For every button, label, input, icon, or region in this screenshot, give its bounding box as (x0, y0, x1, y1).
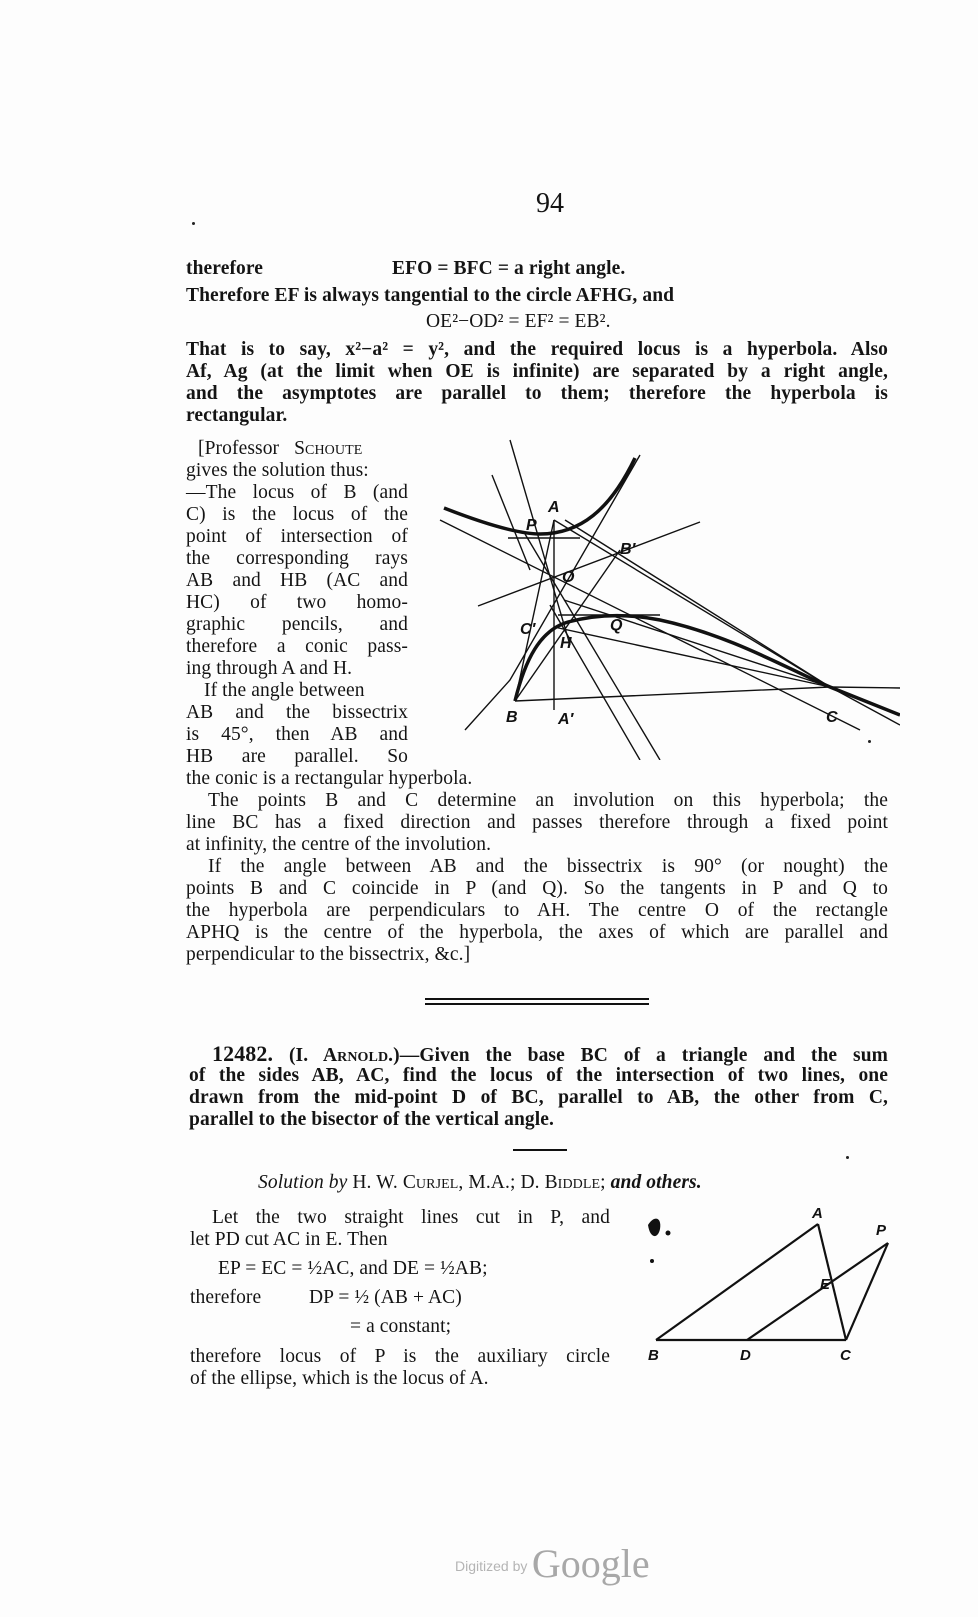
line (440, 520, 860, 730)
label-C: C (826, 709, 838, 726)
blot-mark (648, 1219, 660, 1236)
text-line: points B and C coincide in P (and Q). So the tangents in P and Q to (186, 878, 888, 899)
text-line: graphic pencils, and (186, 614, 408, 635)
question-number: 12482. (212, 1041, 274, 1066)
equation: EP = EC = ½AC, and DE = ½AB; (218, 1258, 488, 1279)
text-line: HB are parallel. So (186, 746, 408, 767)
label-B: B (648, 1347, 659, 1364)
label-A-prime: A′ (558, 711, 574, 728)
label-Q: Q (610, 617, 623, 634)
text-line: parallel to the bisector of the vertical angle. (189, 1109, 555, 1130)
page-number: 94 (536, 188, 564, 219)
label-E: E (820, 1276, 831, 1293)
text-line: The points B and C determine an involution on this hyperbola; the (208, 790, 888, 811)
text-line: 12482. (I. Arnold.)—Given the base BC of a triangle and the sum (212, 1041, 888, 1066)
text-line: C) is the locus of the (186, 504, 408, 525)
hyperbola-upper-branch (444, 458, 635, 534)
google-logo: Google (531, 1541, 650, 1586)
text-line: the corresponding rays (186, 548, 408, 569)
equation: EFO = BFC = a right angle. (392, 258, 626, 279)
text-line: the conic is a rectangular hyperbola. (186, 768, 473, 789)
digitized-watermark (455, 1540, 650, 1587)
equation: DP = ½ (AB + AC) (309, 1287, 462, 1308)
line (550, 605, 640, 760)
text-line: of the sides AB, AC, find the locus of the intersection of two lines, one (189, 1065, 888, 1086)
text-line: point of intersection of (186, 526, 408, 547)
text-line: perpendicular to the bissectrix, &c.] (186, 944, 471, 965)
text-line: is 45°, then AB and (186, 724, 408, 745)
label-P: P (876, 1222, 887, 1239)
text-line: ing through A and H. (186, 658, 353, 679)
label-C: C (840, 1347, 851, 1364)
label-C-prime: C′ (520, 621, 536, 638)
text-line: at infinity, the centre of the involution. (186, 834, 492, 855)
text-line: rectangular. (186, 405, 288, 426)
triangle-figure (640, 1205, 890, 1365)
blot-mark (650, 1259, 654, 1263)
text-line: AB and HB (AC and (186, 570, 408, 591)
label-H: H (560, 635, 572, 652)
solution-heading: Solution by H. W. Curjel, M.A.; D. Biddle; and others. (258, 1172, 702, 1193)
text-line: the hyperbola are perpendiculars to AH. The centre O of the rectangle (186, 900, 888, 921)
solvers: H. W. Curjel, M.A.; D. Biddle; (352, 1172, 606, 1193)
side-AC (554, 520, 830, 687)
blot-mark (666, 1231, 671, 1236)
hyperbola-figure (430, 430, 900, 760)
text-line: AB and the bissectrix (186, 702, 408, 723)
short-divider (513, 1149, 567, 1151)
line (565, 520, 830, 687)
question-author: (I. Arnold.) (288, 1045, 400, 1066)
text-line: and the asymptotes are parallel to them; therefore the hyperbola is (186, 383, 888, 404)
text-line: therefore a conic pass- (186, 636, 408, 657)
text-line: If the angle between (204, 680, 365, 701)
text-line: let PD cut AC in E. Then (190, 1229, 388, 1250)
label-P: P (526, 517, 537, 534)
section-divider (425, 998, 649, 1000)
text-line: APHQ is the centre of the hyperbola, the axes of which are parallel and (186, 922, 888, 943)
line (554, 627, 830, 687)
label-B: B (506, 709, 518, 726)
text-line: If the angle between AB and the bissectrix is 90° (or nought) the (208, 856, 888, 877)
label-A: A (812, 1205, 823, 1222)
text-line: line BC has a fixed direction and passes therefore through a fixed point (186, 812, 888, 833)
text-line: gives the solution thus: (186, 460, 369, 481)
text-line: Af, Ag (at the limit when OE is infinite) are separated by a right angle, (186, 361, 888, 382)
print-speck (192, 222, 195, 225)
label-D: D (740, 1347, 751, 1364)
text-line: drawn from the mid-point D of BC, parallel to AB, the other from C, (189, 1087, 888, 1108)
text-line: therefore locus of P is the auxiliary circle (190, 1346, 610, 1367)
print-speck (846, 1156, 849, 1159)
text-line: therefore (186, 258, 264, 279)
label-B-prime: B′ (620, 541, 636, 558)
text-line: [Professor Schoute (198, 438, 363, 459)
print-speck (868, 740, 871, 743)
author-name: Schoute (294, 438, 363, 459)
digitized-by-text: Digitized by (455, 1558, 528, 1574)
side-AB (656, 1224, 818, 1340)
section-divider (425, 1003, 649, 1005)
text-line: HC) of two homo- (186, 592, 408, 613)
text-line: —The locus of B (and (186, 482, 408, 503)
text-line: of the ellipse, which is the locus of A. (190, 1368, 489, 1389)
equation: = a constant; (350, 1316, 452, 1337)
equation: OE²−OD² = EF² = EB². (426, 311, 611, 332)
label-O: O (562, 569, 575, 586)
text-line: That is to say, x²−a² = y², and the required locus is a hyperbola. Also (186, 339, 888, 360)
text-line: Therefore EF is always tangential to the circle AFHG, and (186, 285, 675, 306)
text-line: therefore (190, 1287, 262, 1308)
label-A: A (548, 499, 560, 516)
text-line: Let the two straight lines cut in P, and (212, 1207, 610, 1228)
